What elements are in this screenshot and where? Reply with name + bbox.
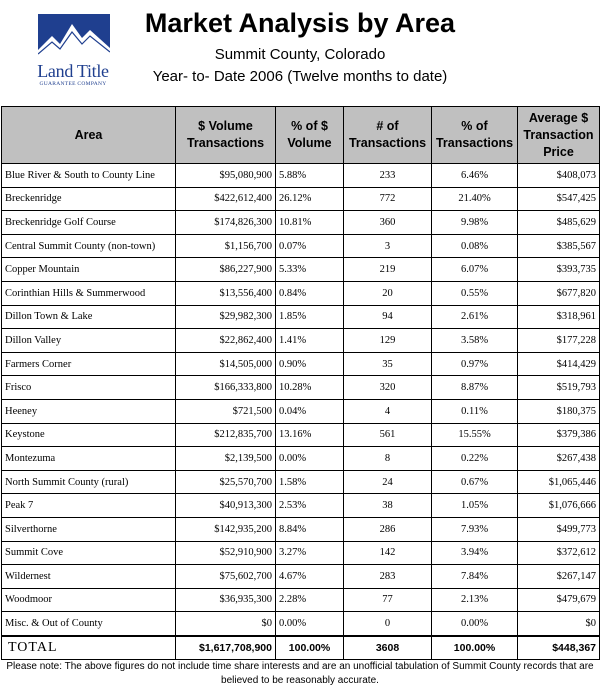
- table-row: [2, 423, 600, 447]
- cell-count: 283: [344, 565, 432, 589]
- cell-avg-price: $0: [518, 612, 600, 636]
- cell-volume: $75,602,700: [176, 565, 276, 589]
- cell-avg-price: $372,612: [518, 541, 600, 565]
- cell-volume-pct: 0.00%: [276, 447, 344, 471]
- cell-count: 3: [344, 234, 432, 258]
- cell-area: Breckenridge: [2, 187, 176, 211]
- col-header-area: Area: [2, 107, 176, 164]
- cell-area: Misc. & Out of County: [2, 612, 176, 636]
- table-row: [2, 541, 600, 565]
- table-row: [2, 376, 600, 400]
- table-total-row: [2, 636, 600, 660]
- cell-volume-pct: 10.28%: [276, 376, 344, 400]
- col-header-count: # of Transactions: [344, 107, 432, 164]
- cell-count: 0: [344, 612, 432, 636]
- cell-volume-pct: 10.81%: [276, 211, 344, 235]
- cell-count: 129: [344, 329, 432, 353]
- cell-area: Peak 7: [2, 494, 176, 518]
- cell-volume-pct: 0.84%: [276, 281, 344, 305]
- cell-avg-price: $519,793: [518, 376, 600, 400]
- logo-tagline: GUARANTEE COMPANY: [39, 81, 107, 87]
- cell-area: Frisco: [2, 376, 176, 400]
- cell-count-pct: 0.00%: [432, 612, 518, 636]
- cell-count-pct: 2.13%: [432, 588, 518, 612]
- table-header-row: [2, 107, 600, 164]
- table-row: [2, 211, 600, 235]
- cell-count-pct: 0.22%: [432, 447, 518, 471]
- cell-count-pct: 15.55%: [432, 423, 518, 447]
- table-row: [2, 494, 600, 518]
- cell-volume: $422,612,400: [176, 187, 276, 211]
- table-row: [2, 305, 600, 329]
- cell-volume-pct: 2.28%: [276, 588, 344, 612]
- page-subtitle: Summit County, Colorado: [214, 46, 386, 63]
- cell-count: 360: [344, 211, 432, 235]
- cell-count: 142: [344, 541, 432, 565]
- cell-volume-pct: 1.85%: [276, 305, 344, 329]
- cell-count-pct: 6.46%: [432, 164, 518, 188]
- table-row: [2, 517, 600, 541]
- cell-avg-price: $414,429: [518, 352, 600, 376]
- report-period: Year- to- Date 2006 (Twelve months to date): [152, 68, 448, 85]
- cell-count: 94: [344, 305, 432, 329]
- cell-count-pct: 0.11%: [432, 399, 518, 423]
- cell-count-pct: 6.07%: [432, 258, 518, 282]
- cell-count: 8: [344, 447, 432, 471]
- table-row: [2, 399, 600, 423]
- cell-area: Dillon Town & Lake: [2, 305, 176, 329]
- cell-volume-pct: 26.12%: [276, 187, 344, 211]
- cell-area: North Summit County (rural): [2, 470, 176, 494]
- table-row: [2, 329, 600, 353]
- cell-count: 233: [344, 164, 432, 188]
- cell-area: Dillon Valley: [2, 329, 176, 353]
- cell-avg-price: $1,076,666: [518, 494, 600, 518]
- cell-avg-price: $677,820: [518, 281, 600, 305]
- cell-volume: $22,862,400: [176, 329, 276, 353]
- table-row: [2, 258, 600, 282]
- table-row: [2, 447, 600, 471]
- cell-volume: $29,982,300: [176, 305, 276, 329]
- cell-area: Breckenridge Golf Course: [2, 211, 176, 235]
- total-cell-volume-pct: 100.00%: [276, 636, 344, 660]
- cell-avg-price: $318,961: [518, 305, 600, 329]
- cell-avg-price: $177,228: [518, 329, 600, 353]
- cell-volume: $166,333,800: [176, 376, 276, 400]
- cell-volume: $25,570,700: [176, 470, 276, 494]
- cell-volume-pct: 5.88%: [276, 164, 344, 188]
- cell-volume-pct: 8.84%: [276, 517, 344, 541]
- table-row: [2, 470, 600, 494]
- cell-count: 219: [344, 258, 432, 282]
- total-cell-count-pct: 100.00%: [432, 636, 518, 660]
- cell-volume: $95,080,900: [176, 164, 276, 188]
- market-analysis-table: [1, 106, 600, 660]
- cell-volume: $86,227,900: [176, 258, 276, 282]
- disclaimer-note: Please note: The above figures do not include time share interests and are an unofficial tabulation of Summit County records that are believed to be reasonably accurate.: [6, 661, 594, 686]
- cell-area: Heeney: [2, 399, 176, 423]
- cell-count-pct: 3.58%: [432, 329, 518, 353]
- cell-count-pct: 21.40%: [432, 187, 518, 211]
- table-row: [2, 164, 600, 188]
- table-row: [2, 588, 600, 612]
- cell-avg-price: $180,375: [518, 399, 600, 423]
- cell-area: Montezuma: [2, 447, 176, 471]
- cell-volume: $142,935,200: [176, 517, 276, 541]
- cell-volume: $13,556,400: [176, 281, 276, 305]
- cell-count: 35: [344, 352, 432, 376]
- col-header-count-pct: % of Transactions: [432, 107, 518, 164]
- cell-count-pct: 7.93%: [432, 517, 518, 541]
- total-cell-count: 3608: [344, 636, 432, 660]
- cell-volume-pct: 13.16%: [276, 423, 344, 447]
- report-header: [0, 0, 600, 104]
- cell-avg-price: $1,065,446: [518, 470, 600, 494]
- cell-volume-pct: 0.00%: [276, 612, 344, 636]
- cell-count: 561: [344, 423, 432, 447]
- total-cell-avg-price: $448,367: [518, 636, 600, 660]
- col-header-volume-pct: % of $ Volume: [276, 107, 344, 164]
- cell-area: Corinthian Hills & Summerwood: [2, 281, 176, 305]
- cell-area: Silverthorne: [2, 517, 176, 541]
- cell-volume-pct: 0.90%: [276, 352, 344, 376]
- cell-area: Farmers Corner: [2, 352, 176, 376]
- cell-avg-price: $385,567: [518, 234, 600, 258]
- page-title: Market Analysis by Area: [144, 8, 456, 38]
- cell-avg-price: $393,735: [518, 258, 600, 282]
- table-row: [2, 352, 600, 376]
- total-cell-area: TOTAL: [2, 636, 176, 660]
- cell-volume: $52,910,900: [176, 541, 276, 565]
- cell-count-pct: 0.97%: [432, 352, 518, 376]
- cell-count: 38: [344, 494, 432, 518]
- cell-avg-price: $479,679: [518, 588, 600, 612]
- cell-count: 24: [344, 470, 432, 494]
- cell-count-pct: 8.87%: [432, 376, 518, 400]
- table-row: [2, 565, 600, 589]
- cell-count-pct: 9.98%: [432, 211, 518, 235]
- col-header-avg-price: Average $ Transaction Price: [518, 107, 600, 164]
- cell-volume-pct: 1.41%: [276, 329, 344, 353]
- cell-area: Central Summit County (non-town): [2, 234, 176, 258]
- cell-volume-pct: 1.58%: [276, 470, 344, 494]
- cell-count-pct: 7.84%: [432, 565, 518, 589]
- cell-count-pct: 0.55%: [432, 281, 518, 305]
- cell-volume: $0: [176, 612, 276, 636]
- cell-avg-price: $379,386: [518, 423, 600, 447]
- cell-volume-pct: 4.67%: [276, 565, 344, 589]
- table-row: [2, 281, 600, 305]
- logo-name: Land Title: [37, 61, 109, 81]
- cell-volume: $2,139,500: [176, 447, 276, 471]
- cell-volume-pct: 5.33%: [276, 258, 344, 282]
- cell-volume-pct: 0.07%: [276, 234, 344, 258]
- cell-count: 4: [344, 399, 432, 423]
- cell-count-pct: 0.08%: [432, 234, 518, 258]
- cell-avg-price: $499,773: [518, 517, 600, 541]
- cell-area: Summit Cove: [2, 541, 176, 565]
- cell-avg-price: $267,147: [518, 565, 600, 589]
- cell-area: Keystone: [2, 423, 176, 447]
- cell-volume: $721,500: [176, 399, 276, 423]
- cell-count-pct: 0.67%: [432, 470, 518, 494]
- cell-volume: $14,505,000: [176, 352, 276, 376]
- cell-avg-price: $267,438: [518, 447, 600, 471]
- cell-volume-pct: 3.27%: [276, 541, 344, 565]
- cell-volume-pct: 0.04%: [276, 399, 344, 423]
- cell-area: Wildernest: [2, 565, 176, 589]
- cell-avg-price: $408,073: [518, 164, 600, 188]
- cell-count: 320: [344, 376, 432, 400]
- cell-volume: $40,913,300: [176, 494, 276, 518]
- cell-volume: $174,826,300: [176, 211, 276, 235]
- cell-count: 20: [344, 281, 432, 305]
- cell-area: Copper Mountain: [2, 258, 176, 282]
- cell-area: Woodmoor: [2, 588, 176, 612]
- cell-count: 772: [344, 187, 432, 211]
- table-row: [2, 612, 600, 636]
- cell-avg-price: $485,629: [518, 211, 600, 235]
- cell-volume: $36,935,300: [176, 588, 276, 612]
- cell-area: Blue River & South to County Line: [2, 164, 176, 188]
- cell-count-pct: 2.61%: [432, 305, 518, 329]
- table-row: [2, 187, 600, 211]
- col-header-volume: $ Volume Transactions: [176, 107, 276, 164]
- cell-count-pct: 1.05%: [432, 494, 518, 518]
- cell-volume-pct: 2.53%: [276, 494, 344, 518]
- cell-count-pct: 3.94%: [432, 541, 518, 565]
- cell-volume: $1,156,700: [176, 234, 276, 258]
- cell-count: 286: [344, 517, 432, 541]
- cell-volume: $212,835,700: [176, 423, 276, 447]
- cell-count: 77: [344, 588, 432, 612]
- cell-avg-price: $547,425: [518, 187, 600, 211]
- total-cell-volume: $1,617,708,900: [176, 636, 276, 660]
- table-row: [2, 234, 600, 258]
